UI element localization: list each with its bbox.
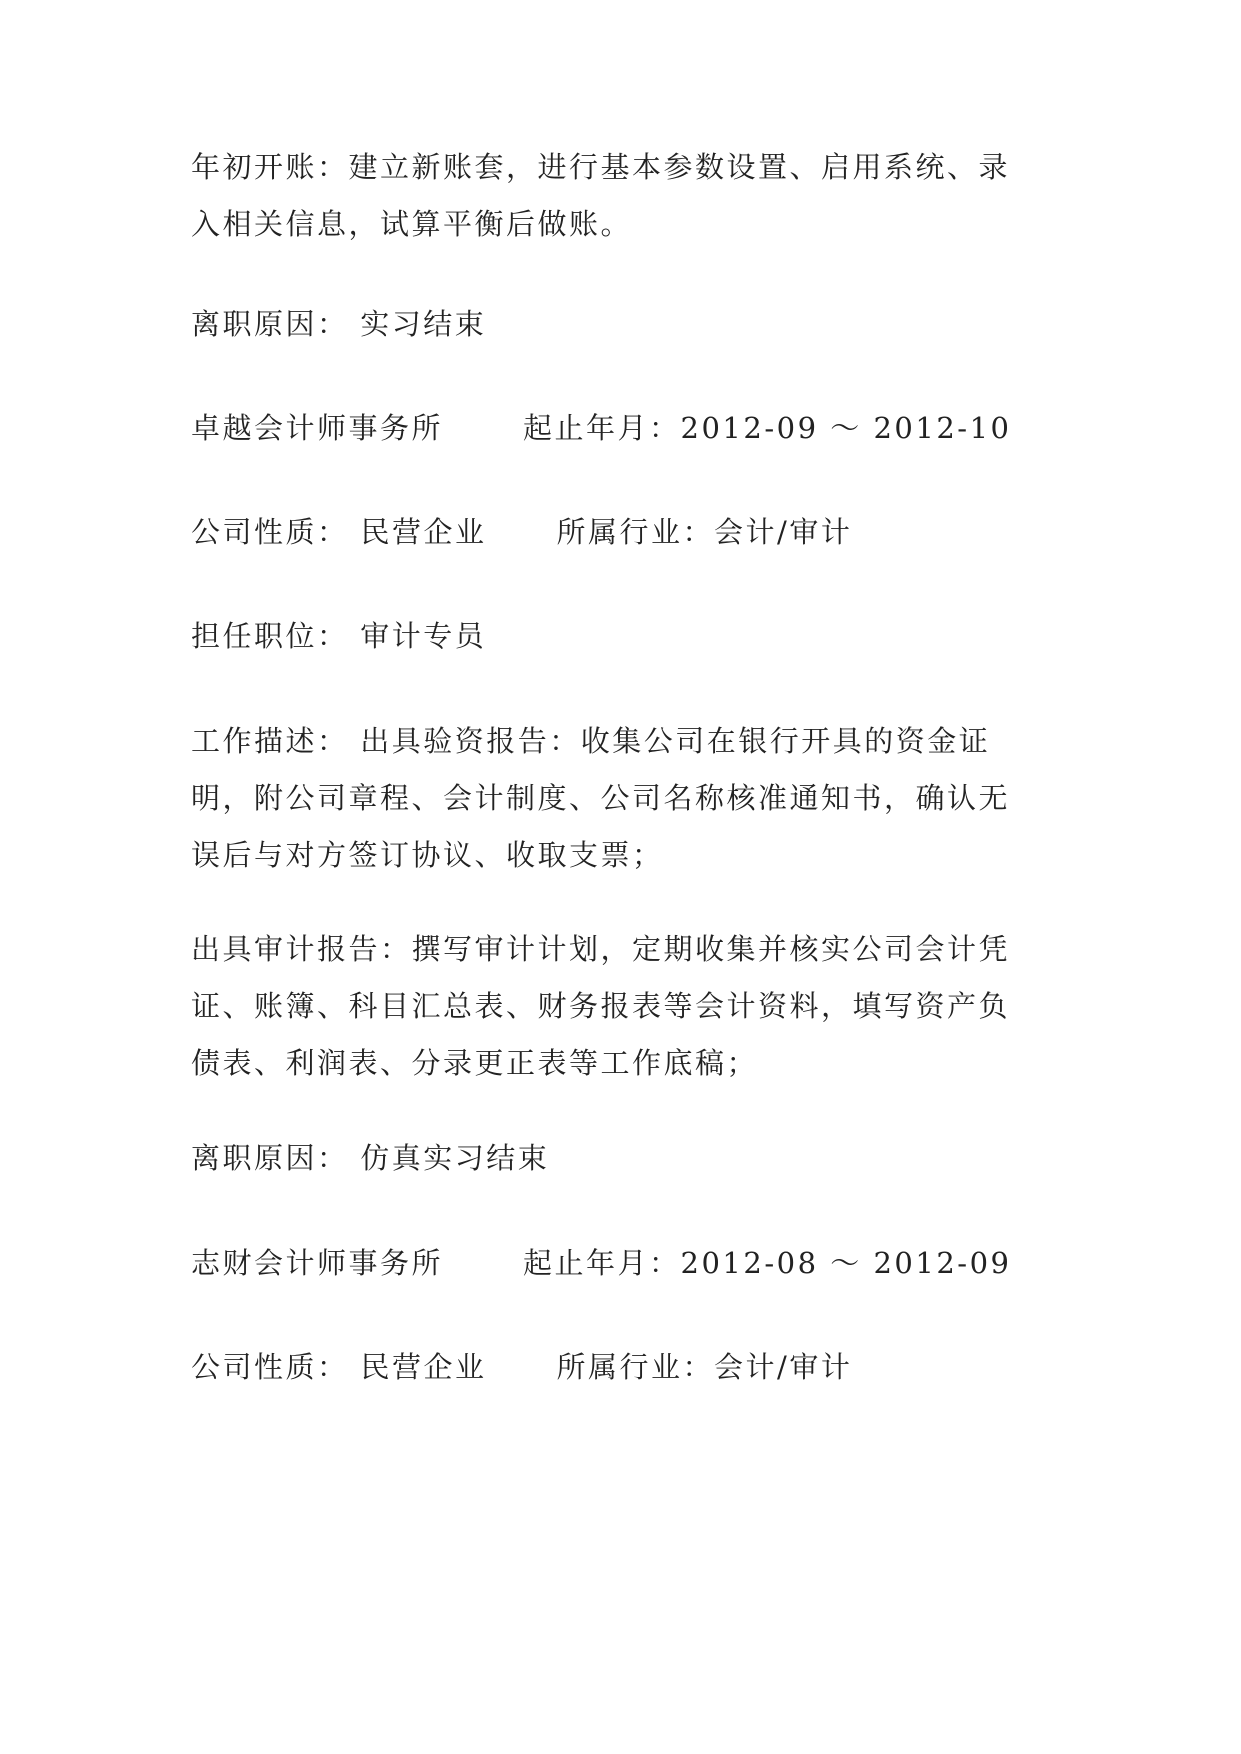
nature-label: 公司性质：	[191, 1350, 349, 1384]
text-line: 出具审计报告：撰写审计计划，定期收集并核实公司会计凭	[191, 932, 1011, 966]
nature-value: 民营企业	[360, 515, 487, 549]
paragraph-position-1	[191, 608, 1061, 665]
text-line: 误后与对方签订协议、收取支票；	[191, 838, 664, 872]
industry-label: 所属行业：	[556, 1350, 715, 1384]
company-name: 志财会计师事务所	[191, 1246, 444, 1280]
paragraph-audit-report	[191, 921, 1061, 1092]
text-line: 债表、利润表、分录更正表等工作底稿；	[191, 1046, 759, 1080]
paragraph-leave-reason-1	[191, 296, 1061, 353]
nature-industry-line	[191, 1339, 1061, 1396]
text-line: 工作描述： 出具验资报告：收集公司在银行开具的资金证	[191, 724, 991, 758]
paragraph-company-2	[191, 1235, 1061, 1292]
nature-label: 公司性质：	[191, 515, 349, 549]
text-line: 离职原因： 仿真实习结束	[191, 1141, 550, 1175]
text-line: 担任职位： 审计专员	[191, 619, 487, 653]
text-line: 入相关信息，试算平衡后做账。	[191, 207, 633, 241]
industry-value: 会计/审计	[714, 515, 853, 549]
paragraph-company-nature-1	[191, 504, 1061, 561]
paragraph-opening-accounts	[191, 139, 1061, 253]
paragraph-leave-reason-2	[191, 1130, 1061, 1187]
nature-industry-line	[191, 504, 1061, 561]
company-name: 卓越会计师事务所	[191, 411, 444, 445]
period-label: 起止年月：	[523, 1246, 681, 1280]
paragraph-company-1	[191, 400, 1061, 457]
industry-label: 所属行业：	[556, 515, 715, 549]
text-line: 年初开账：建立新账套，进行基本参数设置、启用系统、录	[191, 150, 1011, 184]
company-period-line	[191, 400, 1061, 457]
company-period-line	[191, 1235, 1061, 1292]
paragraph-company-nature-2	[191, 1339, 1061, 1396]
nature-value: 民营企业	[360, 1350, 487, 1384]
period-value: 2012-08 ～ 2012-09	[680, 1246, 1012, 1280]
text-line: 离职原因： 实习结束	[191, 307, 487, 341]
industry-value: 会计/审计	[714, 1350, 853, 1384]
paragraph-job-description	[191, 713, 1061, 884]
period-value: 2012-09 ～ 2012-10	[680, 411, 1012, 445]
period-label: 起止年月：	[523, 411, 681, 445]
text-line: 证、账簿、科目汇总表、财务报表等会计资料，填写资产负	[191, 989, 1011, 1023]
text-line: 明，附公司章程、会计制度、公司名称核准通知书，确认无	[191, 781, 1011, 815]
